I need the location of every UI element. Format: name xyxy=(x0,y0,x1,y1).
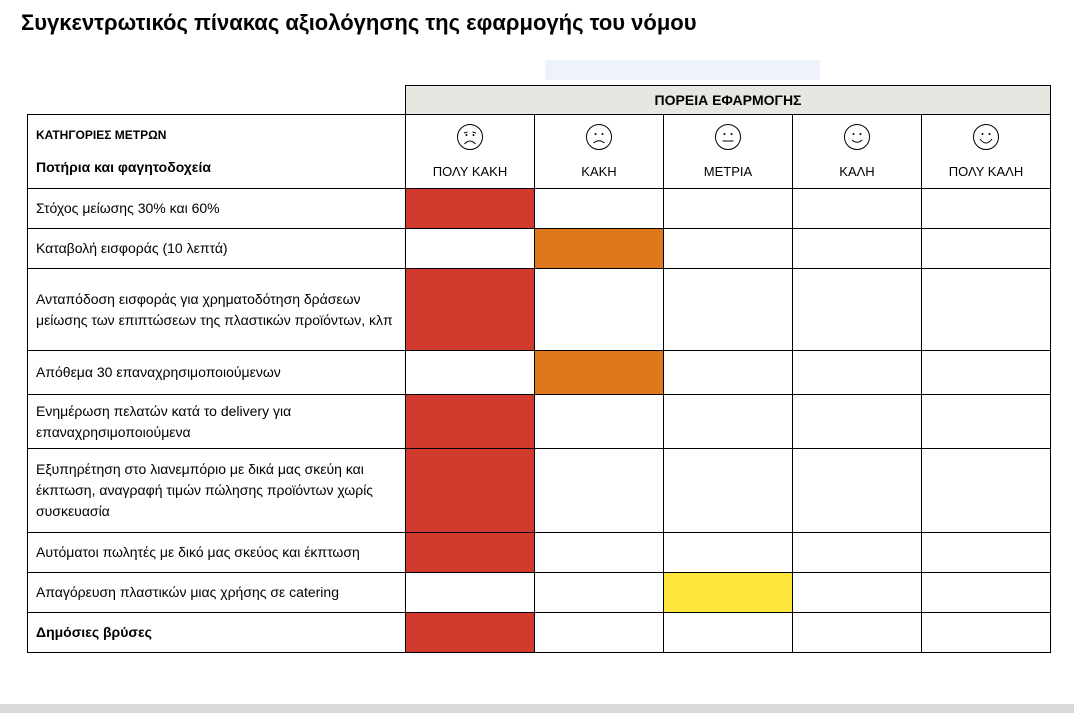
rating-cell-very-bad xyxy=(406,533,535,573)
rating-cell-very-bad xyxy=(406,449,535,533)
rating-cell xyxy=(664,533,793,573)
rating-cell xyxy=(406,229,535,269)
measure-label: Καταβολή εισφοράς (10 λεπτά) xyxy=(28,229,406,269)
very-sad-face-icon xyxy=(456,123,484,151)
measure-label: Στόχος μείωσης 30% και 60% xyxy=(28,189,406,229)
faded-overlay-tooltip xyxy=(545,60,820,80)
rating-cell xyxy=(664,395,793,449)
rating-cell xyxy=(922,351,1051,395)
rating-cell-bad xyxy=(535,351,664,395)
rating-cell xyxy=(922,573,1051,613)
neutral-face-icon xyxy=(714,123,742,151)
rating-label: ΚΑΚΗ xyxy=(581,164,617,179)
rating-cell xyxy=(922,613,1051,653)
rating-cell-very-bad xyxy=(406,269,535,351)
rating-cell xyxy=(406,573,535,613)
rating-cell xyxy=(793,449,922,533)
rating-cell xyxy=(793,229,922,269)
rating-column-header xyxy=(535,115,664,189)
rating-cell xyxy=(535,269,664,351)
rating-column-header xyxy=(922,115,1051,189)
rating-cell xyxy=(922,269,1051,351)
measure-label: Απόθεμα 30 επαναχρησιμοποιούμενων xyxy=(28,351,406,395)
big-smile-face-icon xyxy=(972,123,1000,151)
measure-label: Απαγόρευση πλαστικών μιας χρήσης σε catering xyxy=(28,573,406,613)
progress-header: ΠΟΡΕΙΑ ΕΦΑΡΜΟΓΗΣ xyxy=(406,86,1051,115)
rating-cell xyxy=(793,613,922,653)
rating-label: ΠΟΛΥ ΚΑΚΗ xyxy=(432,164,508,179)
rating-cell xyxy=(922,395,1051,449)
bottom-scrollbar-track xyxy=(0,704,1074,713)
rating-cell-very-bad xyxy=(406,189,535,229)
rating-cell xyxy=(664,189,793,229)
rating-cell xyxy=(922,189,1051,229)
rating-cell xyxy=(664,351,793,395)
rating-column-header xyxy=(664,115,793,189)
rating-cell xyxy=(793,533,922,573)
rating-cell xyxy=(535,395,664,449)
rating-column-header xyxy=(406,115,535,189)
rating-cell xyxy=(406,351,535,395)
rating-cell xyxy=(664,613,793,653)
rating-cell xyxy=(793,269,922,351)
rating-label: ΜΕΤΡΙΑ xyxy=(703,164,753,179)
measure-label: Αυτόματοι πωλητές με δικό μας σκεύος και έκπτωση xyxy=(28,533,406,573)
rating-cell xyxy=(793,573,922,613)
rating-cell-very-bad xyxy=(406,395,535,449)
measure-label: Ανταπόδοση εισφοράς για χρηματοδότηση δράσεων μείωσης των επιπτώσεων της πλαστικών προϊόντων, κλπ xyxy=(28,269,406,351)
rating-cell-very-bad xyxy=(406,613,535,653)
rating-cell xyxy=(922,533,1051,573)
rating-cell xyxy=(793,395,922,449)
rating-cell xyxy=(664,269,793,351)
rating-cell xyxy=(535,533,664,573)
rating-label: ΠΟΛΥ ΚΑΛΗ xyxy=(948,164,1024,179)
measure-label: Δημόσιες βρύσες xyxy=(28,613,406,653)
evaluation-table xyxy=(27,85,1051,653)
category-subheading: Ποτήρια και φαγητοδοχεία xyxy=(36,159,211,175)
empty-corner-cell xyxy=(28,86,406,115)
rating-column-header xyxy=(793,115,922,189)
rating-label: ΚΑΛΗ xyxy=(839,164,875,179)
rating-cell xyxy=(664,229,793,269)
rating-cell xyxy=(793,189,922,229)
rating-cell xyxy=(535,613,664,653)
rating-cell xyxy=(922,229,1051,269)
rating-cell xyxy=(922,449,1051,533)
rating-cell xyxy=(535,189,664,229)
rating-cell xyxy=(535,573,664,613)
smile-face-icon xyxy=(843,123,871,151)
page-title: Συγκεντρωτικός πίνακας αξιολόγησης της εφαρμογής του νόμου xyxy=(21,10,697,35)
rating-cell xyxy=(664,449,793,533)
rating-cell xyxy=(793,351,922,395)
rating-cell-medium xyxy=(664,573,793,613)
measure-label: Ενημέρωση πελατών κατά το delivery για επαναχρησιμοποιούμενα xyxy=(28,395,406,449)
rating-cell xyxy=(535,449,664,533)
rating-cell-bad xyxy=(535,229,664,269)
category-heading: ΚΑΤΗΓΟΡΙΕΣ ΜΕΤΡΩΝ xyxy=(36,128,167,142)
category-header-cell xyxy=(28,115,406,189)
measure-label: Εξυπηρέτηση στο λιανεμπόριο με δικά μας σκεύη και έκπτωση, αναγραφή τιμών πώλησης προϊόντων χωρίς συσκευασία xyxy=(28,449,406,533)
sad-face-icon xyxy=(585,123,613,151)
